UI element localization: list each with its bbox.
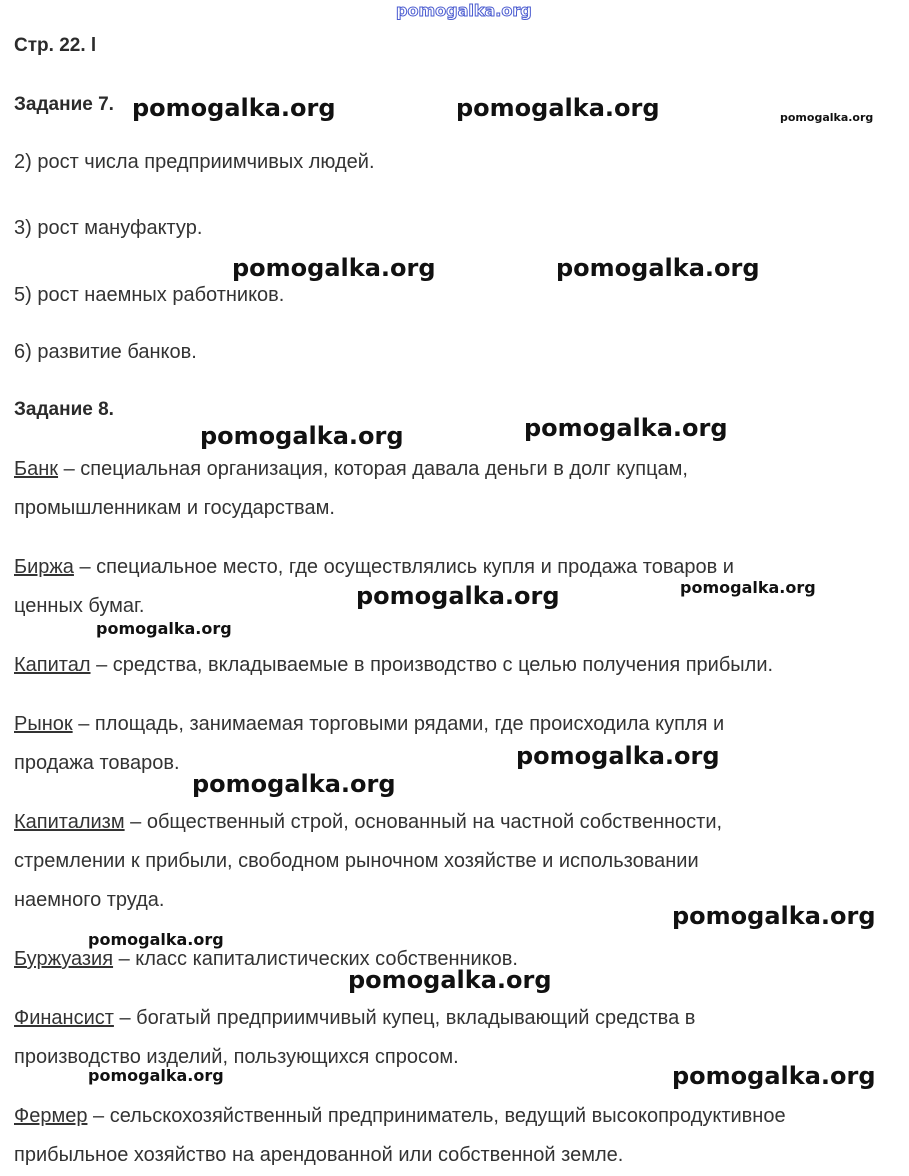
watermark: pomogalka.org bbox=[200, 422, 404, 450]
definition-text: – класс капиталистических собственников. bbox=[113, 948, 518, 970]
definition-line bbox=[14, 810, 722, 834]
watermark: pomogalka.org bbox=[672, 902, 876, 930]
task7-item: 2) рост числа предприимчивых людей. bbox=[14, 151, 375, 173]
definition-line bbox=[14, 1104, 786, 1128]
watermark: pomogalka.org bbox=[672, 1062, 876, 1090]
watermark: pomogalka.org bbox=[556, 254, 760, 282]
task7-item: 6) развитие банков. bbox=[14, 341, 197, 363]
definition-term: Фермер bbox=[14, 1105, 88, 1127]
top-watermark: pomogalka.org bbox=[396, 1, 532, 20]
definition-line bbox=[14, 1006, 695, 1030]
watermark: pomogalka.org bbox=[780, 111, 874, 124]
definition-term: Буржуазия bbox=[14, 948, 114, 970]
task7-title: Задание 7. bbox=[14, 94, 114, 115]
definition-text: промышленникам и государствам. bbox=[14, 497, 335, 519]
definition-text: наемного труда. bbox=[14, 889, 165, 911]
definition-text: ценных бумаг. bbox=[14, 595, 145, 617]
definition-text: – площадь, занимаемая торговыми рядами, где происходила купля и bbox=[72, 713, 725, 735]
watermark: pomogalka.org bbox=[680, 578, 816, 597]
definition-text: продажа товаров. bbox=[14, 752, 180, 774]
definition-term: Капитал bbox=[14, 654, 91, 676]
task8-title: Задание 8. bbox=[14, 399, 114, 420]
watermark: pomogalka.org bbox=[132, 94, 336, 122]
definition-text: – сельскохозяйственный предприниматель, ведущий высокопродуктивное bbox=[87, 1105, 786, 1127]
watermark: pomogalka.org bbox=[96, 619, 232, 638]
watermark: pomogalka.org bbox=[356, 582, 560, 610]
definition-line bbox=[14, 555, 734, 579]
watermark: pomogalka.org bbox=[516, 742, 720, 770]
definition-term: Банк bbox=[14, 458, 59, 480]
watermark: pomogalka.org bbox=[88, 930, 224, 949]
watermark: pomogalka.org bbox=[192, 770, 396, 798]
watermark: pomogalka.org bbox=[456, 94, 660, 122]
definition-text: – средства, вкладываемые в производство с целью получения прибыли. bbox=[90, 654, 774, 676]
definition-text: – специальная организация, которая давала деньги в долг купцам, bbox=[58, 458, 688, 480]
page-header: Стр. 22. l bbox=[14, 35, 97, 56]
definition-text: производство изделий, пользующихся спросом. bbox=[14, 1046, 459, 1068]
task7-item: 3) рост мануфактур. bbox=[14, 217, 203, 239]
definition-term: Финансист bbox=[14, 1007, 114, 1029]
definition-term: Рынок bbox=[14, 713, 73, 735]
definition-term: Капитализм bbox=[14, 811, 125, 833]
watermark: pomogalka.org bbox=[232, 254, 436, 282]
watermark: pomogalka.org bbox=[348, 966, 552, 994]
watermark: pomogalka.org bbox=[88, 1066, 224, 1085]
definition-text: – общественный строй, основанный на частной собственности, bbox=[124, 811, 723, 833]
watermark: pomogalka.org bbox=[524, 414, 728, 442]
definition-line bbox=[14, 457, 688, 481]
definition-text: – специальное место, где осуществлялись купля и продажа товаров и bbox=[73, 556, 734, 578]
definition-line bbox=[14, 712, 724, 736]
definition-text: стремлении к прибыли, свободном рыночном хозяйстве и использовании bbox=[14, 850, 699, 872]
definition-text: прибыльное хозяйство на арендованной или собственной земле. bbox=[14, 1144, 624, 1166]
definition-line bbox=[14, 653, 773, 677]
definition-text: – богатый предприимчивый купец, вкладывающий средства в bbox=[113, 1007, 696, 1029]
definition-term: Биржа bbox=[14, 556, 74, 578]
task7-item: 5) рост наемных работников. bbox=[14, 284, 285, 306]
